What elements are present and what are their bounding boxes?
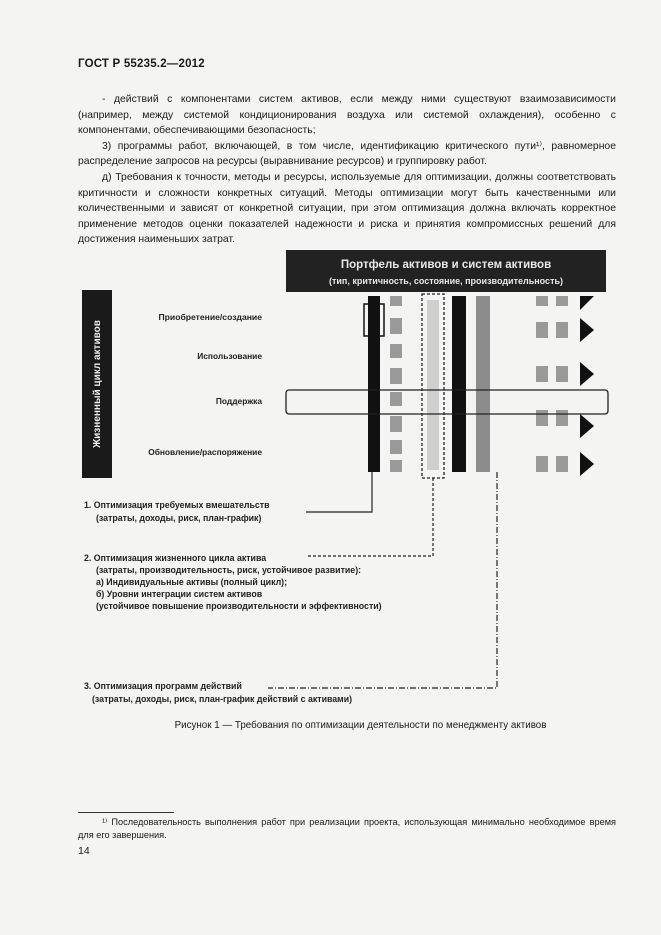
column-3 [427,300,439,470]
page-number: 14 [78,845,90,857]
connector-2 [306,478,433,556]
column-7 [556,296,568,472]
opt2-detail-4: (устойчивое повышение производительности и эффективности) [96,601,382,611]
opt2-title: 2. Оптимизация жизненного цикла актива [84,553,267,563]
opt3-title: 3. Оптимизация программ действий [84,681,242,691]
opt2-detail-2: а) Индивидуальные активы (полный цикл); [96,577,288,587]
column-2 [390,296,402,472]
portfolio-title: Портфель активов и систем активов [340,259,552,271]
column-bar-4 [452,296,466,472]
opt3-detail: (затраты, доходы, риск, план-график действий с активами) [92,694,353,704]
lifecycle-label: Жизненный цикл активов [92,320,103,448]
stage-acquisition: Приобретение/создание [158,312,262,322]
connector-3 [268,472,497,688]
connector-1 [306,472,372,512]
figure-caption: Рисунок 1 — Требования по оптимизации деятельности по менеджменту активов [174,720,547,731]
opt2-detail-1: (затраты, производительность, риск, устойчивое развитие): [96,565,362,575]
portfolio-subtitle: (тип, критичность, состояние, производительность) [328,276,564,286]
column-bar-1 [368,296,380,472]
paragraph-3: д) Требования к точности, методы и ресурсы, используемые для оптимизации, должны соответствовать критичности и сложности конкретных ситуаций. Методы оптимизации могут быть качественными или количественными и зависят от конкретной ситуации, при этом оптимизация должна включать корректное применение методов оценки показателей надежности и риска и принятия компромиссных решений для достижения наименьших затрат. [78,171,616,246]
opt1-title: 1. Оптимизация требуемых вмешательств [84,500,270,510]
opt1-detail: (затраты, доходы, риск, план-график) [96,513,262,523]
footnote-separator [78,812,174,813]
stage-support: Поддержка [215,396,262,406]
paragraph-1: - действий с компонентами систем активов, если между ними существуют взаимозависимости (например, между системой кондиционирования воздуха или системой охлаждения), особенно с компонентами, обеспечивающими безопасность; [78,94,616,137]
stage-renewal: Обновление/распоряжение [148,447,262,457]
paragraph-2: 3) программы работ, включающей, в том числе, идентификацию критического пути¹⁾, равномерное распределение запросов на ресурсы (выравнивание ресурсов) и группировку работ. [78,140,616,168]
footnote: ¹⁾ Последовательность выполнения работ при реализации проекта, использующая минимально необходимое время для его завершения. [78,817,616,840]
document-header: ГОСТ Р 55235.2—2012 [78,58,205,70]
stage-use: Использование [197,351,262,361]
column-bar-5 [476,296,490,472]
opt2-detail-3: б) Уровни интеграции систем активов [96,589,263,599]
column-8-triangles [580,296,594,476]
column-6 [536,296,548,472]
